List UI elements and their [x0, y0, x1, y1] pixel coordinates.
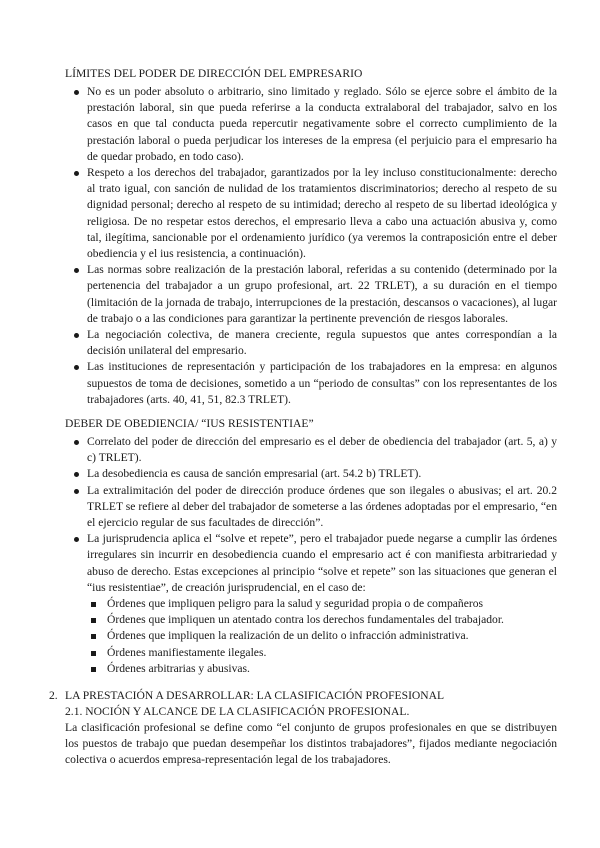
limits-bullet-list [0, 84, 600, 408]
list-item: Respeto a los derechos del trabajador, garantizados por la ley incluso constitucionalmente: derecho al trato igual, con sanción de nulidad de los tratamientos discriminatorios; derecho al respeto de su dignidad personal; derecho al respeto de su intimidad; derecho al respeto de su libertad ideológica y religiosa. De no respetar estos derechos, el empresario lleva a cabo una actuación abusiva y, como tal, ilegítima, sancionable por el ordenamiento jurídico (ya veremos la contraposición entre el deber obediencia y el ius resistencia, a continuación). [0, 165, 600, 262]
square-bullet-icon [91, 667, 96, 672]
ius-resistentiae-sublist [87, 596, 557, 677]
sub-list-item: Órdenes que impliquen la realización de un delito o infracción administrativa. [87, 628, 557, 644]
bullet-dot-icon [74, 440, 79, 445]
square-bullet-icon [91, 651, 96, 656]
list-item: La desobediencia es causa de sanción empresarial (art. 54.2 b) TRLET). [0, 466, 600, 482]
square-bullet-icon [91, 618, 96, 623]
list-item: Las normas sobre realización de la prestación laboral, referidas a su contenido (determinado por la pertenencia del trabajador a un grupo profesional, art. 22 TRLET), a su duración en el tiempo (limitación de la jornada de trabajo, interrupciones de la prestación, descansos o vacaciones), al lugar de trabajo o a las condiciones para garantizar la pertinente prevención de riesgos laborales. [0, 262, 600, 327]
sub-list-item: Órdenes que impliquen peligro para la salud y seguridad propia o de compañeros [87, 596, 557, 612]
sub-list-item: Órdenes que impliquen un atentado contra los derechos fundamentales del trabajador. [87, 612, 557, 628]
bullet-dot-icon [74, 171, 79, 176]
list-item: No es un poder absoluto o arbitrario, sino limitado y reglado. Sólo se ejerce sobre el ámbito de la prestación laboral, sin que pueda referirse a la conducta extralaboral del trabajador, salvo en los casos en que tal conducta pueda repercutir negativamente sobre el correcto cumplimiento de la prestación laboral o pueda perjudicar los intereses de la empresa (el perjuicio para el empresario ha de quedar probado, en todo caso). [0, 84, 600, 165]
sub-list-item: Órdenes arbitrarias y abusivas. [87, 661, 557, 677]
bullet-dot-icon [74, 90, 79, 95]
bullet-dot-icon [74, 333, 79, 338]
list-item: Las instituciones de representación y participación de los trabajadores en la empresa: en algunos supuestos de toma de decisiones, sometido a un “periodo de consultas” con los representantes de los trabajadores (arts. 40, 41, 51, 82.3 TRLET). [0, 359, 600, 408]
bullet-dot-icon [74, 365, 79, 370]
bullet-dot-icon [74, 268, 79, 273]
bullet-dot-icon [74, 489, 79, 494]
section-number: 2. [49, 689, 58, 702]
list-item: La negociación colectiva, de manera creciente, regula supuestos que antes correspondían a la decisión unilateral del empresario. [0, 327, 600, 359]
obedience-bullet-list [0, 434, 600, 677]
subsection-2-1-title: 2.1. NOCIÓN Y ALCANCE DE LA CLASIFICACIÓN PROFESIONAL. [65, 705, 410, 718]
sub-list-item: Órdenes manifiestamente ilegales. [87, 645, 557, 661]
bullet-dot-icon [74, 472, 79, 477]
list-item: Correlato del poder de dirección del empresario es el deber de obediencia del trabajador (art. 5, a) y c) TRLET). [0, 434, 600, 466]
section-2-title: LA PRESTACIÓN A DESARROLLAR: LA CLASIFICACIÓN PROFESIONAL [65, 689, 445, 702]
list-item: La jurisprudencia aplica el “solve et repete”, pero el trabajador puede negarse a cumplir las órdenes irregulares sin incurrir en desobediencia cuando el empresario act é con manifiesta arbitrariedad y abuso de derecho. Estas excepciones al principio “solve et repete” son las situaciones que generan el “ius resistentiae”, de creación jurisprudencial, en el caso de: Órdenes que impliquen peligro para la salud y seguridad propia o de compañeros Órdenes que impliquen un atentado contra los derechos fundamentales del trabajador. Órdenes que impliquen la realización de un delito o infracción administrativa. Órdenes manifiestamente ilegales. Órdenes arbitrarias y abusivas. [0, 531, 600, 677]
bullet-dot-icon [74, 537, 79, 542]
section-title-obedience: DEBER DE OBEDIENCIA/ “IUS RESISTENTIAE” [65, 417, 314, 430]
list-item: La extralimitación del poder de dirección produce órdenes que son ilegales o abusivas; el art. 20.2 TRLET se refiere al deber del trabajador de someterse a las órdenes adoptadas por el empresario, “en el ejercicio regular de sus facultades de dirección”. [0, 483, 600, 532]
square-bullet-icon [91, 602, 96, 607]
square-bullet-icon [91, 634, 96, 639]
section-title-limits: LÍMITES DEL PODER DE DIRECCIÓN DEL EMPRESARIO [65, 67, 363, 80]
section-2-paragraph: La clasificación profesional se define como “el conjunto de grupos profesionales en que se distribuyen los puestos de trabajo que puedan desempeñar los distintos trabajadores”, fijados mediante negociación colectiva o acuerdos empresa-representación legal de los trabajadores. [65, 721, 557, 767]
